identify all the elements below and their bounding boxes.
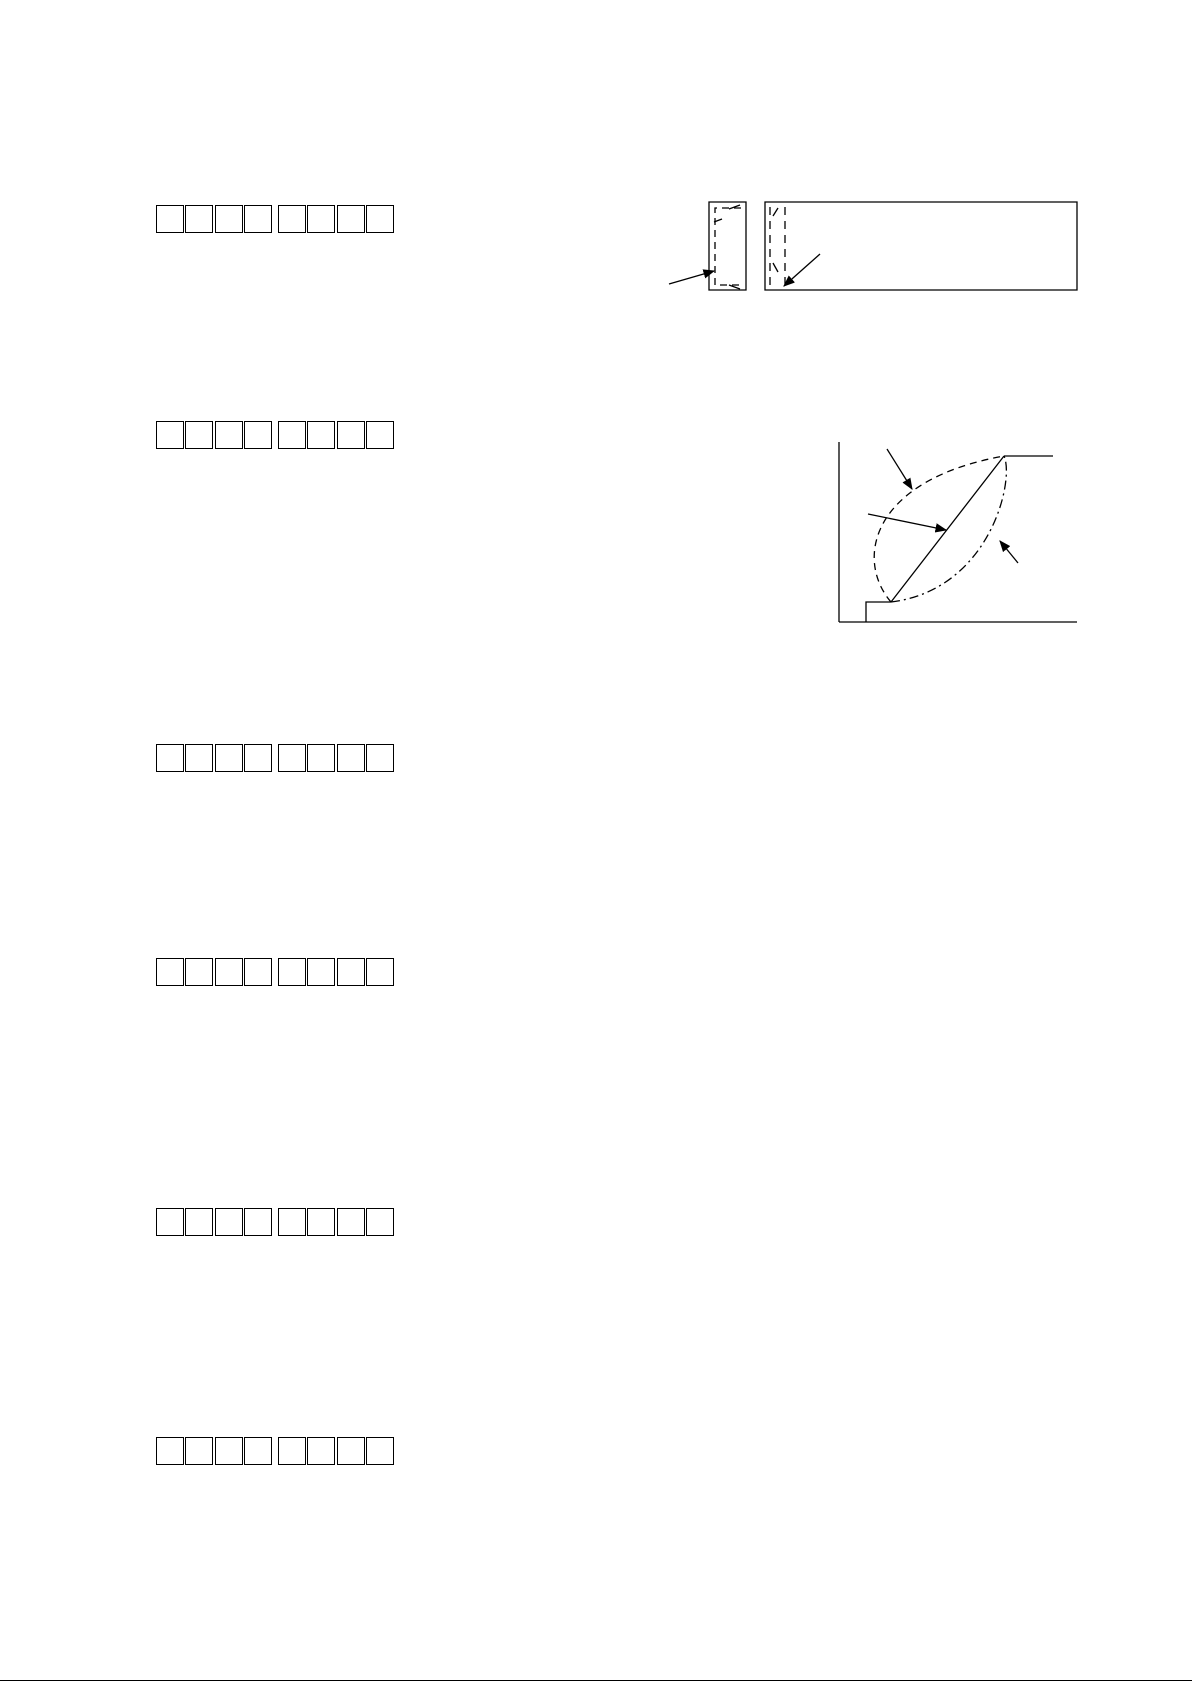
footer-rule — [0, 1680, 1192, 1681]
answer-box[interactable] — [337, 1437, 365, 1465]
answer-box[interactable] — [337, 1208, 365, 1236]
answer-box[interactable] — [307, 744, 335, 772]
answer-box[interactable] — [244, 1437, 272, 1465]
answer-box[interactable] — [185, 205, 213, 233]
answer-box[interactable] — [307, 958, 335, 986]
dashed-curve-arrow — [887, 449, 912, 489]
answer-box[interactable] — [244, 205, 272, 233]
answer-box[interactable] — [307, 1208, 335, 1236]
answer-box[interactable] — [278, 958, 306, 986]
answer-box[interactable] — [278, 1208, 306, 1236]
answer-box[interactable] — [307, 205, 335, 233]
dash-dot-curve-arrow — [1000, 541, 1018, 563]
answer-box[interactable] — [366, 421, 394, 449]
answer-box-row-3 — [156, 744, 401, 774]
answer-box[interactable] — [156, 205, 184, 233]
answer-box[interactable] — [185, 421, 213, 449]
answer-box-row-5 — [156, 1208, 401, 1238]
answer-box[interactable] — [278, 205, 306, 233]
wide-section-arrow — [784, 254, 820, 286]
answer-box[interactable] — [244, 958, 272, 986]
answer-box[interactable] — [278, 744, 306, 772]
answer-box[interactable] — [366, 958, 394, 986]
wide-section-dashed-tick-bottom — [773, 263, 778, 272]
straight-curve-arrow — [868, 514, 946, 530]
answer-box[interactable] — [185, 958, 213, 986]
answer-box[interactable] — [337, 958, 365, 986]
answer-box[interactable] — [307, 1437, 335, 1465]
answer-box[interactable] — [156, 1208, 184, 1236]
answer-box-row-4 — [156, 958, 401, 988]
answer-box[interactable] — [185, 1208, 213, 1236]
answer-box[interactable] — [337, 205, 365, 233]
answer-box-row-2 — [156, 421, 401, 451]
answer-box[interactable] — [156, 958, 184, 986]
curve-diagram — [828, 436, 1084, 626]
answer-box[interactable] — [185, 1437, 213, 1465]
answer-box[interactable] — [366, 1437, 394, 1465]
answer-box[interactable] — [366, 744, 394, 772]
lower-step — [866, 602, 891, 622]
answer-box[interactable] — [278, 1437, 306, 1465]
answer-box[interactable] — [215, 744, 243, 772]
answer-box[interactable] — [156, 421, 184, 449]
answer-box[interactable] — [244, 421, 272, 449]
answer-box[interactable] — [337, 744, 365, 772]
answer-box[interactable] — [366, 205, 394, 233]
answer-box[interactable] — [215, 1208, 243, 1236]
answer-box[interactable] — [185, 744, 213, 772]
answer-box[interactable] — [215, 421, 243, 449]
answer-box-row-1 — [156, 205, 401, 235]
answer-box-row-6 — [156, 1437, 401, 1467]
answer-box[interactable] — [337, 421, 365, 449]
answer-box[interactable] — [215, 958, 243, 986]
wide-section-rect — [765, 202, 1077, 290]
section-diagram — [660, 195, 1085, 295]
answer-box[interactable] — [215, 1437, 243, 1465]
answer-box[interactable] — [244, 744, 272, 772]
answer-box[interactable] — [307, 421, 335, 449]
narrow-section-arrow — [669, 271, 714, 284]
answer-box[interactable] — [278, 421, 306, 449]
answer-box[interactable] — [244, 1208, 272, 1236]
answer-box[interactable] — [366, 1208, 394, 1236]
answer-box[interactable] — [156, 1437, 184, 1465]
answer-box[interactable] — [156, 744, 184, 772]
answer-box[interactable] — [215, 205, 243, 233]
wide-section-dashed-tick-top — [773, 208, 778, 216]
